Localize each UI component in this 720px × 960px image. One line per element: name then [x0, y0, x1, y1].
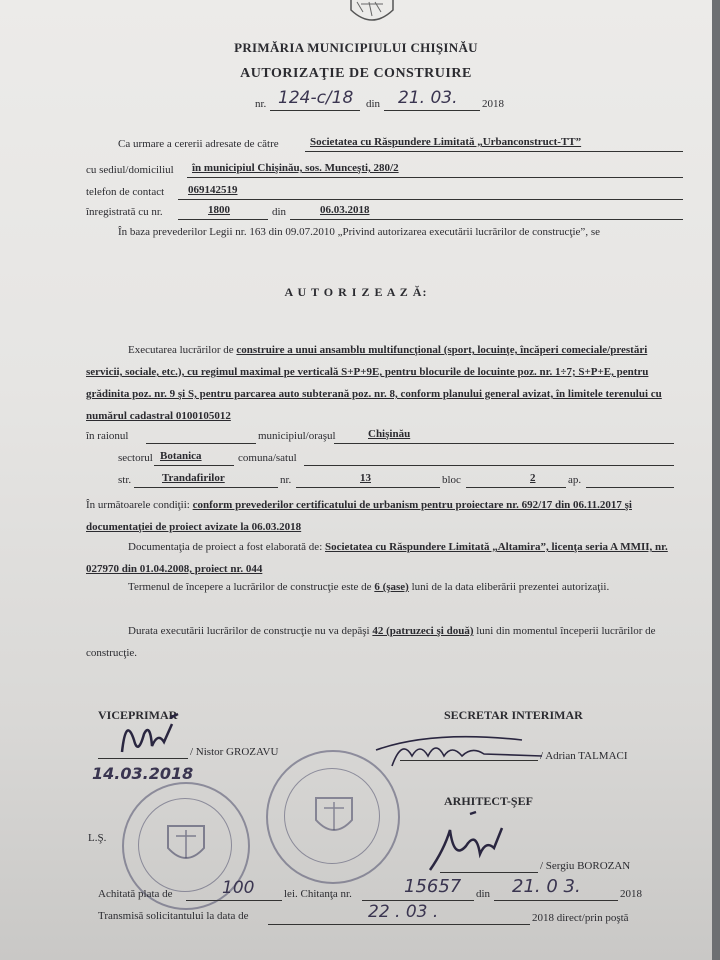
municipiu-value: Chişinău — [368, 428, 411, 440]
conditions-text: conform prevederilor certificatului de urbanism pentru proiectare nr. 692/17 din 06.11.2017 şi documentaţiei de proiect avizate la 06.03.2018 — [86, 499, 632, 533]
works-paragraph — [86, 339, 686, 427]
duration-before: Durata executării lucrărilor de construcţie nu va depăşi — [128, 625, 370, 637]
start-term-value: 6 (şase) — [374, 581, 409, 593]
secretar-title: SECRETAR INTERIMAR — [444, 708, 583, 722]
works-text: construire a unui ansamblu multifuncţional (sport, locuinţe, încăperi comeciale/prestări servicii, sociale, etc.), cu regimul maximal pe verticală S+P+9E, pentru blocurile de locuinte poz. nr. 1÷7; S+P+E, pentru grădinita poz. nr. 9 şi S, pentru parcarea auto subterană poz. nr. 8, conform planului general avizat, în limitele terenului cu numărul cadastral 0100105012 — [86, 344, 662, 422]
viceprimar-name: / Nistor GROZAVU — [190, 746, 279, 758]
works-label: Executarea lucrărilor de — [128, 344, 234, 356]
bloc-value: 2 — [530, 472, 536, 484]
documentation-text: Societatea cu Răspundere Limitată „Altamira”, licenţa seria A MMII, nr. 027970 din 01.04.2008, proiect nr. 044 — [86, 541, 668, 575]
transmitted-date: 22 . 03 . — [368, 902, 439, 922]
transmitted-after: 2018 direct/prin poştă — [532, 912, 629, 924]
nr-label: nr. — [255, 98, 267, 110]
institution-name: PRIMĂRIA MUNICIPIULUI CHIŞINĂU — [234, 40, 478, 55]
start-term-before: Termenul de începere a lucrărilor de construcţie este de — [128, 581, 372, 593]
sector-label: sectorul — [118, 452, 153, 464]
duration-after: luni din momentul începerii lucrărilor de construcţie. — [86, 625, 656, 659]
phone-number: 069142519 — [188, 184, 238, 196]
receipt-date: 21. 0 3. — [512, 876, 581, 897]
permit-year: 2018 — [482, 98, 504, 110]
receipt-din: din — [476, 888, 491, 900]
transmitted-label: Transmisă solicitantului la data de — [98, 910, 249, 922]
ls-mark: L.Ş. — [88, 832, 107, 844]
legal-basis: În baza prevederilor Legii nr. 163 din 09.07.2010 „Privind autorizarea executării lucrărilor de construcţie”, se — [118, 226, 600, 238]
arhitect-signature-icon — [420, 810, 520, 880]
applicant-name: Societatea cu Răspundere Limitată „Urbanconstruct-TT” — [310, 136, 582, 148]
ap-label: ap. — [568, 474, 582, 486]
street-nr-value: 13 — [360, 472, 371, 484]
raion-label: în raionul — [86, 430, 129, 442]
request-intro: Ca urmare a cererii adresate de către — [118, 138, 279, 150]
receipt-number: 15657 — [404, 876, 462, 897]
viceprimar-title: VICEPRIMAR — [98, 708, 178, 722]
receipt-year: 2018 — [620, 888, 642, 900]
paid-amount: 100 — [222, 878, 255, 898]
permit-date: 21. 03. — [398, 88, 458, 108]
registration-number: 1800 — [208, 204, 230, 216]
comuna-label: comuna/satul — [238, 452, 297, 464]
documentation-paragraph — [86, 536, 686, 580]
start-term-after: luni de la data eliberării prezentei autorizaţii. — [411, 581, 610, 593]
conditions-label: În următoarele condiţii: — [86, 499, 190, 511]
applicant-address: în municipiul Chişinău, sos. Munceşti, 280/2 — [192, 162, 399, 174]
address-label: cu sediul/domiciliul — [86, 164, 174, 176]
start-term-paragraph — [86, 576, 686, 598]
duration-value: 42 (patruzeci şi două) — [372, 625, 474, 637]
sector-value: Botanica — [160, 450, 202, 462]
viceprimar-signature-icon — [112, 712, 192, 762]
registration-label: înregistrată cu nr. — [86, 206, 163, 218]
street-nr-label: nr. — [280, 474, 292, 486]
duration-paragraph — [86, 620, 686, 664]
state-seal-icon — [266, 750, 400, 884]
viceprimar-sign-date: 14.03.2018 — [92, 764, 194, 783]
din-label: din — [366, 98, 381, 110]
receipt-label: lei. Chitanţa nr. — [284, 888, 352, 900]
arhitect-name: / Sergiu BOROZAN — [540, 860, 631, 872]
arhitect-title: ARHITECT-ŞEF — [444, 794, 533, 808]
authorizes-heading: A U T O R I Z E A Z Ă: — [284, 285, 428, 299]
secretar-name: / Adrian TALMACI — [540, 750, 628, 762]
secretar-signature-icon — [372, 726, 552, 772]
permit-number: 124-c/18 — [278, 88, 354, 108]
phone-label: telefon de contact — [86, 186, 165, 198]
coat-of-arms-icon — [345, 0, 399, 24]
street-value: Trandafirilor — [162, 472, 225, 484]
documentation-label: Documentaţia de proiect a fost elaborată de: — [128, 541, 323, 553]
bloc-label: bloc — [442, 474, 461, 486]
municipiu-label: municipiul/oraşul — [258, 430, 336, 442]
paid-label: Achitată plata de — [98, 888, 173, 900]
registration-din: din — [272, 206, 287, 218]
document-title: AUTORIZAŢIE DE CONSTRUIRE — [240, 66, 472, 81]
registration-date: 06.03.2018 — [320, 204, 370, 216]
street-label: str. — [118, 474, 132, 486]
conditions-paragraph — [86, 494, 686, 538]
